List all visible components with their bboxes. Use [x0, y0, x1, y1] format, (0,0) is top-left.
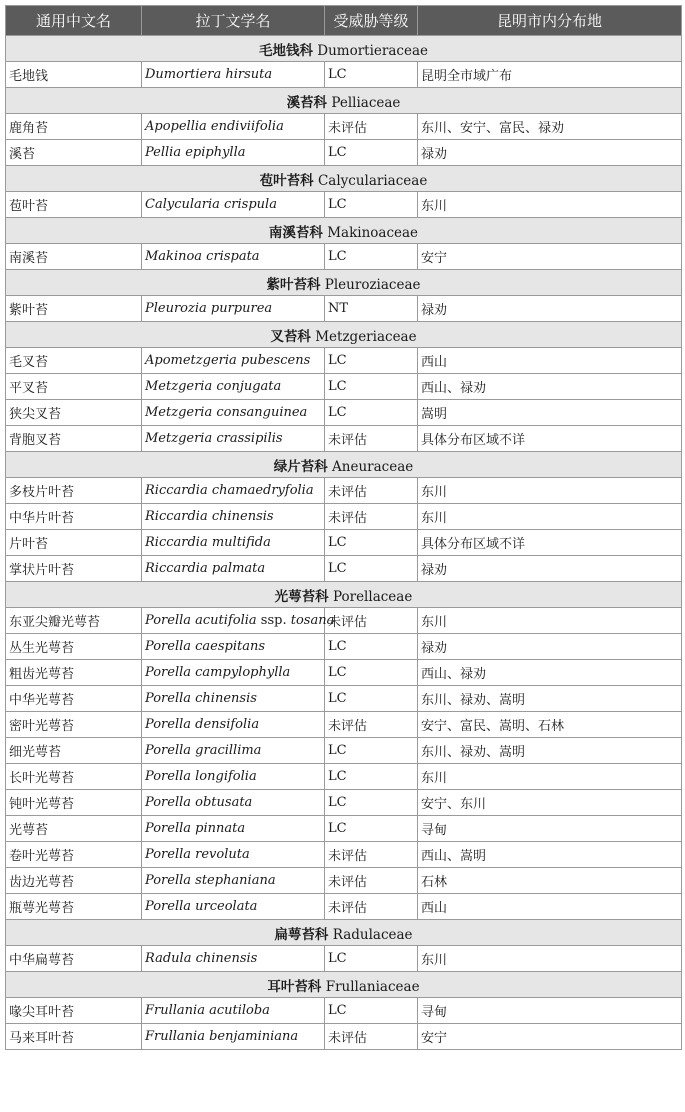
- latin-name-cell: [142, 400, 325, 426]
- subspecies-name: tosana: [290, 613, 335, 628]
- threat-level-cell: 未评估: [325, 894, 418, 920]
- distribution-cell: 东川: [418, 478, 682, 504]
- threat-level-cell: LC: [325, 660, 418, 686]
- table-row: [6, 244, 682, 270]
- latin-name-cell: [142, 62, 325, 88]
- latin-name: Calycularia crispula: [145, 197, 277, 212]
- distribution-cell: 安宁、富民、嵩明、石林: [418, 712, 682, 738]
- table-row: [6, 660, 682, 686]
- table-row: [6, 686, 682, 712]
- family-cell: [6, 322, 682, 348]
- latin-name: Riccardia multifida: [145, 535, 271, 550]
- header-latin-name: 拉丁文学名: [142, 6, 325, 36]
- threat-level-cell: 未评估: [325, 504, 418, 530]
- latin-name: Frullania benjaminiana: [145, 1029, 299, 1044]
- threat-level-cell: NT: [325, 296, 418, 322]
- latin-name: Porella densifolia: [145, 717, 260, 732]
- common-name-cell: 东亚尖瓣光萼苔: [6, 608, 142, 634]
- latin-name: Porella campylophylla: [145, 665, 291, 680]
- table-row: [6, 946, 682, 972]
- family-chinese-name: 紫叶苔科: [266, 276, 321, 293]
- family-chinese-name: 扁萼苔科: [274, 926, 329, 943]
- table-row: [6, 738, 682, 764]
- latin-name: Porella gracillima: [145, 743, 262, 758]
- threat-level-cell: LC: [325, 62, 418, 88]
- threat-level-cell: LC: [325, 764, 418, 790]
- latin-name: Metzgeria conjugata: [145, 379, 282, 394]
- table-row: [6, 790, 682, 816]
- distribution-cell: 具体分布区域不详: [418, 426, 682, 452]
- latin-name-cell: [142, 738, 325, 764]
- latin-name: Porella revoluta: [145, 847, 250, 862]
- family-row: [6, 36, 682, 62]
- family-cell: [6, 218, 682, 244]
- latin-name-cell: [142, 660, 325, 686]
- family-cell: [6, 972, 682, 998]
- threat-level-cell: LC: [325, 192, 418, 218]
- threat-level-cell: 未评估: [325, 1024, 418, 1050]
- header-row: [6, 6, 682, 36]
- common-name-cell: 光萼苔: [6, 816, 142, 842]
- family-chinese-name: 溪苔科: [286, 94, 328, 111]
- family-cell: [6, 166, 682, 192]
- distribution-cell: 东川、禄劝、嵩明: [418, 686, 682, 712]
- family-cell: [6, 582, 682, 608]
- table-row: [6, 634, 682, 660]
- species-table: [5, 5, 682, 1050]
- threat-level-cell: 未评估: [325, 842, 418, 868]
- family-cell: [6, 270, 682, 296]
- family-latin-name: Porellaceae: [332, 588, 413, 605]
- latin-name-cell: [142, 946, 325, 972]
- common-name-cell: 背胞叉苔: [6, 426, 142, 452]
- latin-name: Porella obtusata: [145, 795, 253, 810]
- distribution-cell: 嵩明: [418, 400, 682, 426]
- common-name-cell: 狭尖叉苔: [6, 400, 142, 426]
- latin-name-cell: [142, 868, 325, 894]
- common-name-cell: 长叶光萼苔: [6, 764, 142, 790]
- latin-name: Pellia epiphylla: [145, 145, 246, 160]
- common-name-cell: 鹿角苔: [6, 114, 142, 140]
- latin-name: Porella acutifolia: [145, 613, 257, 628]
- table-row: [6, 504, 682, 530]
- table-row: [6, 374, 682, 400]
- table-row: [6, 426, 682, 452]
- common-name-cell: 多枝片叶苔: [6, 478, 142, 504]
- distribution-cell: 西山、嵩明: [418, 842, 682, 868]
- family-latin-name: Pleuroziaceae: [324, 276, 421, 293]
- header-common-name: 通用中文名: [6, 6, 142, 36]
- latin-name: Apometzgeria pubescens: [145, 353, 311, 368]
- family-latin-name: Pelliaceae: [331, 94, 401, 111]
- table-row: [6, 348, 682, 374]
- latin-name-cell: [142, 556, 325, 582]
- common-name-cell: 中华扁萼苔: [6, 946, 142, 972]
- common-name-cell: 钝叶光萼苔: [6, 790, 142, 816]
- family-latin-name: Calyculariaceae: [317, 172, 428, 189]
- latin-name: Dumortiera hirsuta: [145, 67, 273, 82]
- threat-level-cell: 未评估: [325, 712, 418, 738]
- family-row: [6, 270, 682, 296]
- subspecies-marker: ssp.: [256, 613, 291, 628]
- distribution-cell: 石林: [418, 868, 682, 894]
- distribution-cell: 寻甸: [418, 998, 682, 1024]
- family-cell: [6, 88, 682, 114]
- family-chinese-name: 叉苔科: [270, 328, 311, 345]
- family-chinese-name: 绿片苔科: [273, 458, 328, 475]
- threat-level-cell: LC: [325, 738, 418, 764]
- distribution-cell: 禄劝: [418, 296, 682, 322]
- threat-level-cell: 未评估: [325, 426, 418, 452]
- common-name-cell: 紫叶苔: [6, 296, 142, 322]
- family-row: [6, 322, 682, 348]
- latin-name: Porella longifolia: [145, 769, 257, 784]
- threat-level-cell: LC: [325, 140, 418, 166]
- table-row: [6, 478, 682, 504]
- common-name-cell: 平叉苔: [6, 374, 142, 400]
- distribution-cell: 西山: [418, 348, 682, 374]
- table-row: [6, 400, 682, 426]
- threat-level-cell: LC: [325, 530, 418, 556]
- threat-level-cell: LC: [325, 816, 418, 842]
- table-row: [6, 530, 682, 556]
- common-name-cell: 中华片叶苔: [6, 504, 142, 530]
- common-name-cell: 丛生光萼苔: [6, 634, 142, 660]
- family-latin-name: Makinoaceae: [327, 224, 419, 241]
- latin-name: Porella caespitans: [145, 639, 266, 654]
- threat-level-cell: LC: [325, 790, 418, 816]
- family-latin-name: Radulaceae: [332, 926, 413, 943]
- latin-name: Riccardia chamaedryfolia: [145, 483, 314, 498]
- header-distribution: 昆明市内分布地: [418, 6, 682, 36]
- threat-level-cell: 未评估: [325, 478, 418, 504]
- latin-name-cell: [142, 842, 325, 868]
- common-name-cell: 密叶光萼苔: [6, 712, 142, 738]
- threat-level-cell: LC: [325, 686, 418, 712]
- table-row: [6, 712, 682, 738]
- latin-name: Pleurozia purpurea: [145, 301, 273, 316]
- table-row: [6, 556, 682, 582]
- latin-name: Porella stephaniana: [145, 873, 276, 888]
- threat-level-cell: LC: [325, 946, 418, 972]
- distribution-cell: 禄劝: [418, 556, 682, 582]
- family-row: [6, 218, 682, 244]
- latin-name-cell: [142, 530, 325, 556]
- family-chinese-name: 苞叶苔科: [259, 172, 314, 189]
- threat-level-cell: 未评估: [325, 608, 418, 634]
- latin-name: Porella pinnata: [145, 821, 246, 836]
- common-name-cell: 溪苔: [6, 140, 142, 166]
- family-cell: [6, 452, 682, 478]
- common-name-cell: 掌状片叶苔: [6, 556, 142, 582]
- latin-name-cell: [142, 764, 325, 790]
- common-name-cell: 中华光萼苔: [6, 686, 142, 712]
- family-row: [6, 920, 682, 946]
- distribution-cell: 禄劝: [418, 140, 682, 166]
- distribution-cell: 安宁、东川: [418, 790, 682, 816]
- latin-name-cell: [142, 426, 325, 452]
- table-row: [6, 140, 682, 166]
- latin-name: Makinoa crispata: [145, 249, 260, 264]
- common-name-cell: 喙尖耳叶苔: [6, 998, 142, 1024]
- distribution-cell: 具体分布区域不详: [418, 530, 682, 556]
- distribution-cell: 安宁: [418, 1024, 682, 1050]
- common-name-cell: 卷叶光萼苔: [6, 842, 142, 868]
- family-row: [6, 88, 682, 114]
- latin-name-cell: [142, 192, 325, 218]
- distribution-cell: 禄劝: [418, 634, 682, 660]
- distribution-cell: 寻甸: [418, 816, 682, 842]
- family-chinese-name: 耳叶苔科: [267, 978, 322, 995]
- table-row: [6, 192, 682, 218]
- common-name-cell: 片叶苔: [6, 530, 142, 556]
- latin-name-cell: [142, 894, 325, 920]
- latin-name: Frullania acutiloba: [145, 1003, 270, 1018]
- family-row: [6, 166, 682, 192]
- common-name-cell: 南溪苔: [6, 244, 142, 270]
- latin-name: Riccardia palmata: [145, 561, 266, 576]
- latin-name-cell: [142, 296, 325, 322]
- family-row: [6, 972, 682, 998]
- family-cell: [6, 920, 682, 946]
- distribution-cell: 安宁: [418, 244, 682, 270]
- latin-name: Apopellia endiviifolia: [145, 119, 284, 134]
- latin-name: Riccardia chinensis: [145, 509, 274, 524]
- distribution-cell: 东川: [418, 504, 682, 530]
- table-row: [6, 114, 682, 140]
- distribution-cell: 东川: [418, 192, 682, 218]
- threat-level-cell: LC: [325, 556, 418, 582]
- common-name-cell: 细光萼苔: [6, 738, 142, 764]
- threat-level-cell: 未评估: [325, 868, 418, 894]
- latin-name-cell: [142, 634, 325, 660]
- common-name-cell: 瓶萼光萼苔: [6, 894, 142, 920]
- family-latin-name: Frullaniaceae: [325, 978, 420, 995]
- common-name-cell: 粗齿光萼苔: [6, 660, 142, 686]
- distribution-cell: 东川、安宁、富民、禄劝: [418, 114, 682, 140]
- table-row: [6, 62, 682, 88]
- latin-name-cell: [142, 608, 335, 634]
- latin-name-cell: [142, 348, 325, 374]
- family-cell: [6, 36, 682, 62]
- family-chinese-name: 南溪苔科: [268, 224, 323, 241]
- distribution-cell: 东川: [418, 946, 682, 972]
- table-row: [6, 998, 682, 1024]
- latin-name-cell: [142, 244, 325, 270]
- common-name-cell: 毛地钱: [6, 62, 142, 88]
- table-row: [6, 842, 682, 868]
- common-name-cell: 毛叉苔: [6, 348, 142, 374]
- latin-name: Metzgeria crassipilis: [145, 431, 283, 446]
- table-row: [6, 764, 682, 790]
- table-row: [6, 1024, 682, 1050]
- distribution-cell: 西山: [418, 894, 682, 920]
- distribution-cell: 东川: [418, 764, 682, 790]
- common-name-cell: 苞叶苔: [6, 192, 142, 218]
- distribution-cell: 东川: [418, 608, 682, 634]
- common-name-cell: 马来耳叶苔: [6, 1024, 142, 1050]
- latin-name-cell: [142, 478, 325, 504]
- latin-name-cell: [142, 998, 325, 1024]
- threat-level-cell: LC: [325, 998, 418, 1024]
- distribution-cell: 东川、禄劝、嵩明: [418, 738, 682, 764]
- threat-level-cell: LC: [325, 634, 418, 660]
- family-latin-name: Metzgeriaceae: [315, 328, 417, 345]
- latin-name-cell: [142, 140, 325, 166]
- family-latin-name: Dumortieraceae: [317, 42, 429, 59]
- table-row: [6, 868, 682, 894]
- family-chinese-name: 光萼苔科: [274, 588, 329, 605]
- latin-name: Porella urceolata: [145, 899, 258, 914]
- threat-level-cell: LC: [325, 374, 418, 400]
- latin-name-cell: [142, 712, 325, 738]
- distribution-cell: 西山、禄劝: [418, 374, 682, 400]
- latin-name-cell: [142, 504, 325, 530]
- table-row: [6, 608, 682, 634]
- latin-name-cell: [142, 790, 325, 816]
- latin-name: Porella chinensis: [145, 691, 257, 706]
- latin-name-cell: [142, 114, 325, 140]
- table-row: [6, 894, 682, 920]
- family-chinese-name: 毛地钱科: [258, 42, 313, 59]
- common-name-cell: 齿边光萼苔: [6, 868, 142, 894]
- family-latin-name: Aneuraceae: [332, 458, 414, 475]
- latin-name-cell: [142, 1024, 325, 1050]
- table-body: [6, 36, 682, 1050]
- family-row: [6, 452, 682, 478]
- threat-level-cell: LC: [325, 400, 418, 426]
- threat-level-cell: LC: [325, 348, 418, 374]
- table-row: [6, 816, 682, 842]
- latin-name-cell: [142, 816, 325, 842]
- threat-level-cell: 未评估: [325, 114, 418, 140]
- distribution-cell: 昆明全市域广布: [418, 62, 682, 88]
- threat-level-cell: LC: [325, 244, 418, 270]
- table-row: [6, 296, 682, 322]
- latin-name-cell: [142, 686, 325, 712]
- latin-name: Radula chinensis: [145, 951, 258, 966]
- family-row: [6, 582, 682, 608]
- distribution-cell: 西山、禄劝: [418, 660, 682, 686]
- latin-name: Metzgeria consanguinea: [145, 405, 308, 420]
- latin-name-cell: [142, 374, 325, 400]
- header-threat-level: 受威胁等级: [325, 6, 418, 36]
